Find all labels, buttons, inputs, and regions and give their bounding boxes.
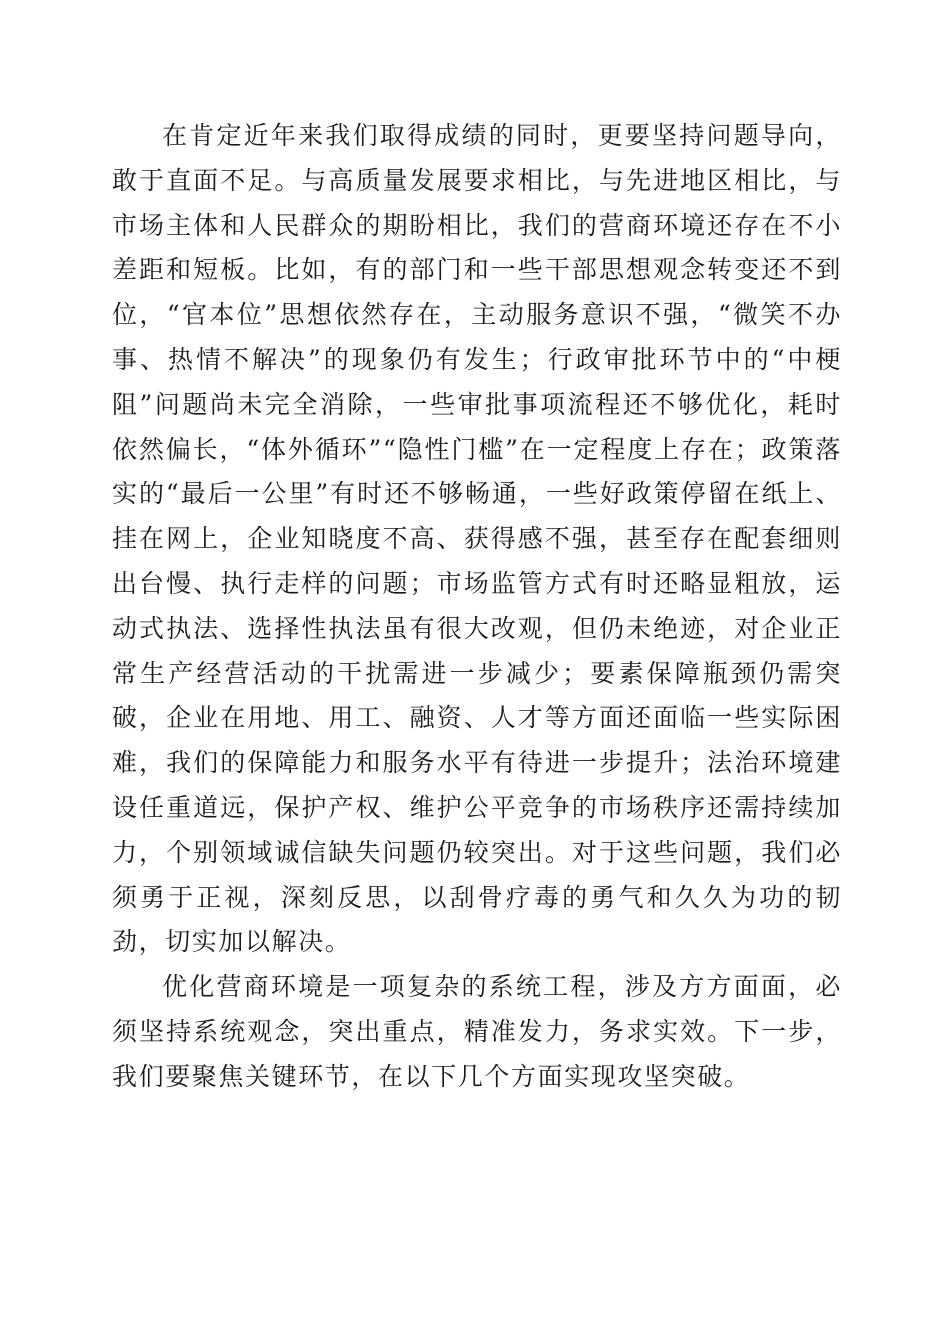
- paragraph-problems: 在肯定近年来我们取得成绩的同时，更要坚持问题导向，敢于直面不足。与高质量发展要求相比，与先进地区相比，与市场主体和人民群众的期盼相比，我们的营商环境还存在不小差距和短板。比如，有的部门和一些干部思想观念转变还不到位，“官本位”思想依然存在，主动服务意识不强，“微笑不办事、热情不解决”的现象仍有发生；行政审批环节中的“中梗阻”问题尚未完全消除，一些审批事项流程还不够优化，耗时依然偏长，“体外循环”“隐性门槛”在一定程度上存在；政策落实的“最后一公里”有时还不够畅通，一些好政策停留在纸上、挂在网上，企业知晓度不高、获得感不强，甚至存在配套细则出台慢、执行走样的问题；市场监管方式有时还略显粗放，运动式执法、选择性执法虽有很大改观，但仍未绝迹，对企业正常生产经营活动的干扰需进一步减少；要素保障瓶颈仍需突破，企业在用地、用工、融资、人才等方面还面临一些实际困难，我们的保障能力和服务水平有待进一步提升；法治环境建设任重道远，保护产权、维护公平竞争的市场秩序还需持续加力，个别领域诚信缺失问题仍较突出。对于这些问题，我们必须勇于正视，深刻反思，以刮骨疗毒的勇气和久久为功的韧劲，切实加以解决。: [112, 121, 842, 957]
- body-text: [112, 114, 842, 1100]
- paragraph-next-steps: 优化营商环境是一项复杂的系统工程，涉及方方面面，必须坚持系统观念，突出重点，精准发力，务求实效。下一步，我们要聚焦关键环节，在以下几个方面实现攻坚突破。: [112, 972, 842, 1091]
